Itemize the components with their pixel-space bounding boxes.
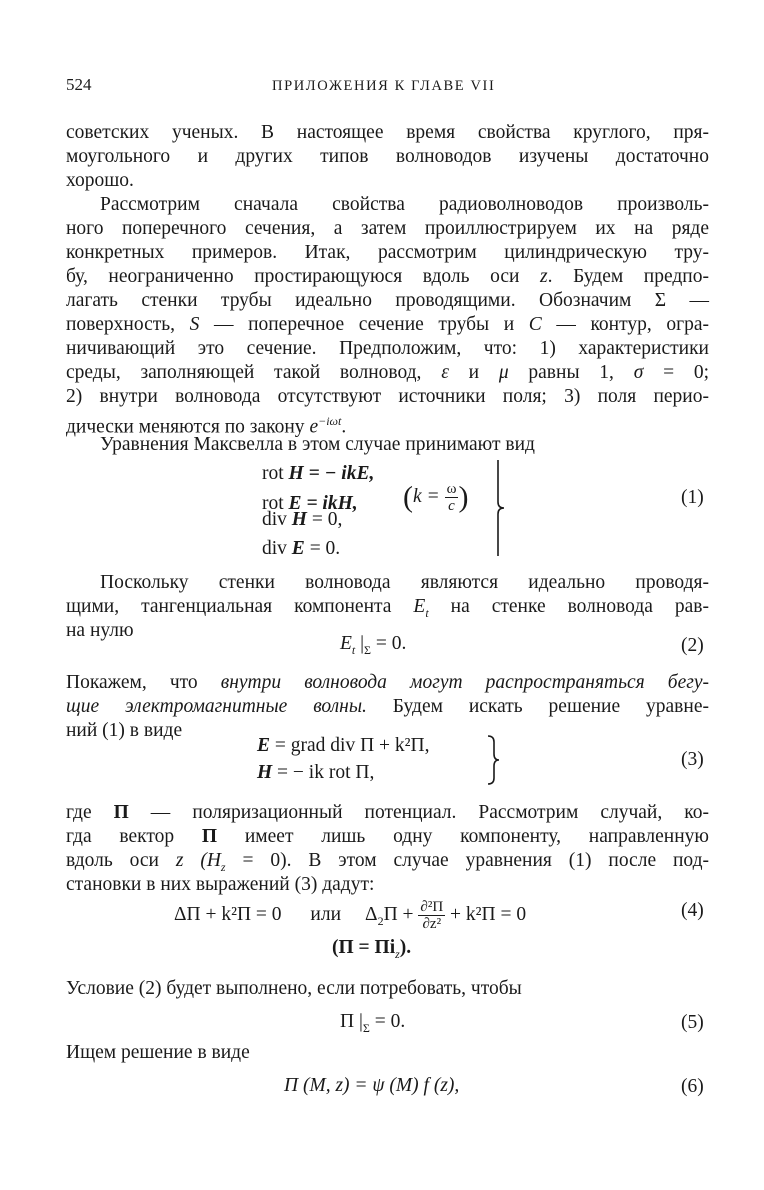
equation-number: (4) (681, 900, 704, 921)
equation-number: (1) (681, 487, 704, 508)
text-line: щие электромагнитные волны. Будем искать решение уравне- (66, 696, 709, 717)
text-line: ного поперечного сечения, а затем проиллюстрируем их на ряде (66, 218, 709, 239)
equation-1-row: rot E = ikH, (262, 493, 358, 514)
running-title: ПРИЛОЖЕНИЯ К ГЛАВЕ VII (272, 78, 496, 94)
text-line: Поскольку стенки волновода являются идеально проводя- (100, 572, 709, 593)
equation-1-row: div E = 0. (262, 538, 341, 559)
text-line: ничивающий это сечение. Предположим, что: 1) характеристики (66, 338, 709, 359)
page-number: 524 (66, 75, 92, 94)
text-line: Ищем решение в виде (66, 1042, 250, 1063)
text-line: щими, тангенциальная компонента $E_t$ на стенке волновода рав- (66, 596, 709, 620)
text-line: Рассмотрим сначала свойства радиоволноводов произволь- (100, 194, 709, 215)
equation-5: Π $|_\Sigma = 0$. (340, 1011, 406, 1035)
text-line: хорошо. (66, 170, 134, 191)
text-line: советских ученых. В настоящее время свойства круглого, пря- (66, 122, 709, 143)
equation-number: (6) (681, 1076, 704, 1097)
equation-1-row: rot H = − ikE, (262, 463, 375, 484)
text-line: где Π — поляризационный потенциал. Рассмотрим случай, ко- (66, 802, 709, 823)
equation-3-row: E = grad div Π + k²Π, (257, 735, 430, 756)
text-line: среды, заполняющей такой волновод, ε и μ равны 1, σ = 0; (66, 362, 709, 383)
equation-2: $E_t$ $|_\Sigma = 0$. (340, 633, 407, 657)
equation-3-row: H = − ik rot Π, (257, 762, 375, 783)
text-line: Условие (2) будет выполнено, если потребовать, чтобы (66, 978, 522, 999)
text-line: вдоль оси z $(H_z = 0)$. В этом случае уравнения (1) после под- (66, 850, 710, 874)
equation-4: ΔΠ + k²Π = 0 или $\Delta_2\Pi$ + $\frac{\text{∂²Π}}{\text{∂z²}}$ + k²Π = 0 (174, 899, 527, 932)
text-line: становки в них выражений (3) дадут: (66, 874, 375, 895)
text-line: поверхность, S — поперечное сечение трубы и C — контур, огра- (66, 314, 709, 335)
text-line: дически меняются по закону $e^{-i\omega t}$. (66, 414, 347, 438)
equation-1-brace (490, 458, 510, 558)
equation-number: (3) (681, 749, 704, 770)
text-line: бу, неограниченно простирающуюся вдоль оси z. Будем предпо- (66, 266, 709, 287)
equation-4-condition: $(\Pi = \Pi i_z)$. (332, 937, 412, 961)
equation-3-brace (484, 734, 502, 786)
text-line: 2) внутри волновода отсутствуют источники поля; 3) поля перио- (66, 386, 709, 407)
text-line: лагать стенки трубы идеально проводящими. Обозначим Σ — (66, 290, 709, 311)
text-line: гда вектор Π имеет лишь одну компоненту, направленную (66, 826, 710, 847)
text-line: на нулю (66, 620, 134, 641)
text-line: Уравнения Максвелла в этом случае принимают вид (100, 434, 535, 455)
text-line: конкретных примеров. Итак, рассмотрим цилиндрическую тру- (66, 242, 709, 263)
equation-number: (5) (681, 1012, 704, 1033)
text-line: Покажем, что внутри волновода могут распространяться бегу- (66, 672, 709, 693)
text-line: моугольного и других типов волноводов изучены достаточно (66, 146, 709, 167)
text-line: ний (1) в виде (66, 720, 183, 741)
equation-1-k-definition: (k = $\frac{\omega}{c}$ ) (403, 480, 469, 514)
equation-number: (2) (681, 635, 704, 656)
equation-6: Π (M, z) = ψ (M) f (z), (284, 1075, 460, 1096)
equation-1-row: div H = 0, (262, 509, 343, 530)
